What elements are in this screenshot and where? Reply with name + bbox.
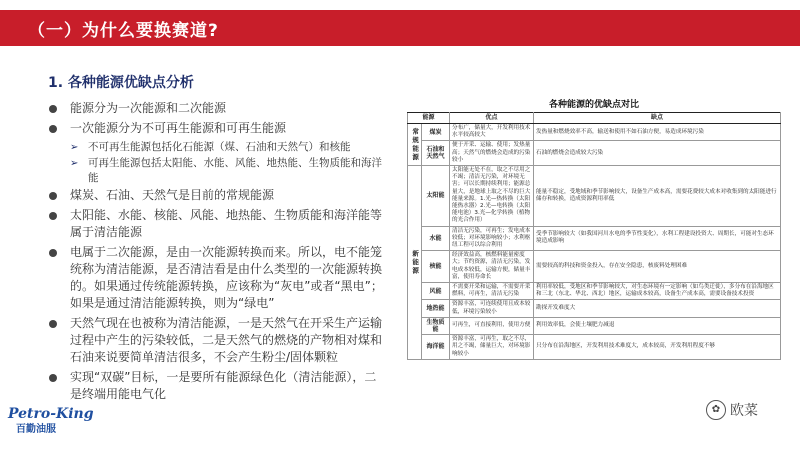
sub-bullet-item: ➢ 可再生能源包括太阳能、水能、风能、地热能、生物质能和海洋能	[70, 157, 382, 184]
category-conventional: 常规能源	[408, 124, 422, 166]
table-row: 水能 清洁无污染，可再生；发电成本较低；对环境影响较小；水利枢纽工程可以综合利用 受季节影响较大（如我国河川水电的季节性变化），水利工程建设投资大、周期长，可能对生态环境造成影响	[408, 226, 781, 251]
logo-cn-text: 百勤油服	[16, 424, 56, 435]
header-energy: 能源	[408, 113, 450, 124]
bullet-list	[48, 100, 388, 406]
title-banner	[0, 10, 800, 46]
section-title: 1. 各种能源优缺点分析	[48, 75, 194, 91]
bullet-item: 一次能源分为不可再生能源和可再生能源	[48, 120, 388, 137]
watermark	[706, 400, 758, 420]
sub-bullet-item: ➢ 不可再生能源包括化石能源（煤、石油和天然气）和核能	[70, 141, 351, 153]
table-row: 核能 经济效益高，核燃料能量密度大；节约资源，清洁无污染，发电成本较低，运输方便，储量丰富，使用寿命长 需要较高的科技和资金投入，存在安全隐患，核废料处理困难	[408, 251, 781, 283]
header-pros: 优点	[450, 113, 534, 124]
bullet-item: 煤炭、石油、天然气是目前的常规能源	[48, 187, 388, 204]
bullet-item: 太阳能、水能、核能、风能、地热能、生物质能和海洋能等属于清洁能源	[48, 207, 388, 241]
arrow-icon: ➢	[70, 142, 79, 153]
table-row: 常规能源 煤炭 分布广，储量大，开发利用技术水平较高较大 发热量和燃烧效率不高，输送和使用不如石油方便，易造成环境污染	[408, 124, 781, 141]
table-title: 各种能源的优缺点对比	[548, 100, 639, 110]
bullet-item: 实现“双碳”目标，一是要所有能源绿色化（清洁能源），二是终端用能电气化	[48, 369, 388, 403]
page-title: （一）为什么要换赛道?	[28, 21, 219, 41]
logo-text: Petro-King	[8, 406, 94, 422]
table-row: 生物质能 可再生，可直接利用，使用方便 利用效率低，会使土壤肥力减退	[408, 317, 781, 334]
category-new: 新能源	[408, 166, 422, 360]
header-cons: 缺点	[534, 113, 781, 124]
bullet-item: 电属于二次能源，是由一次能源转换而来。所以，电不能笼统称为清洁能源，是否清洁看是由什么类型的一次能源转换的。如果通过传统能源转换，应该称为“灰电”或者“黑电”；如果是通过清洁能源转换，则为“绿电”	[48, 244, 388, 312]
table-row: 海洋能 资源丰富，可再生，取之不尽，用之不竭，储量巨大，对环境影响较小 只分布在沿海地区，开发利用技术难度大，成本较高，开发利用程度不够	[408, 335, 781, 360]
table-row: 石油和天然气 便于开采、运输、使用；发热量高；天然气的燃烧会造成的污染较小 石油的燃烧会造成较大污染	[408, 141, 781, 166]
energy-comparison-table	[407, 98, 781, 398]
table-row: 地热能 资源丰富，可连续使用且成本较低，环境污染较小 勘探开发难度大	[408, 300, 781, 317]
company-logo	[8, 406, 94, 435]
bullet-item: 能源分为一次能源和二次能源	[48, 100, 388, 117]
watermark-text: 欧菜	[730, 403, 758, 419]
table-row: 新能源 太阳能 太阳能无处不在，取之不尽用之不竭；清洁无污染，对环境无害；可以长期持续利用；能源总量大，是地球上取之不尽的巨大能量来源。1.光—热转换（太阳能热水器）2.光—电转换（太阳能电池）3.光—化学转换（植物的光合作用） 能量不稳定，受地域和季节影响较大，设备生产成本高，需要花费较大成本对收集到的太阳能进行储存和转换，造成资源利用率低	[408, 166, 781, 227]
bullet-item: 天然气现在也被称为清洁能源，一是天然气在开采生产运输过程中产生的污染较低，二是天然气的燃烧的产物相对煤和石油来说要简单清洁很多，不会产生粉尘/固体颗粒	[48, 315, 388, 366]
arrow-icon: ➢	[70, 158, 79, 169]
table-row: 风能 不需要开采和运输，不需要开采燃料，可再生，清洁无污染 利用率较低，受地区和季节影响较大，对生态环境有一定影响（如鸟类迁徙），多分布在沿海地区和三北（东北、华北、西北）地区，运输成本较高，设备生产成本高，需要设备技术投资	[408, 283, 781, 300]
wechat-icon: ✿	[706, 400, 726, 420]
